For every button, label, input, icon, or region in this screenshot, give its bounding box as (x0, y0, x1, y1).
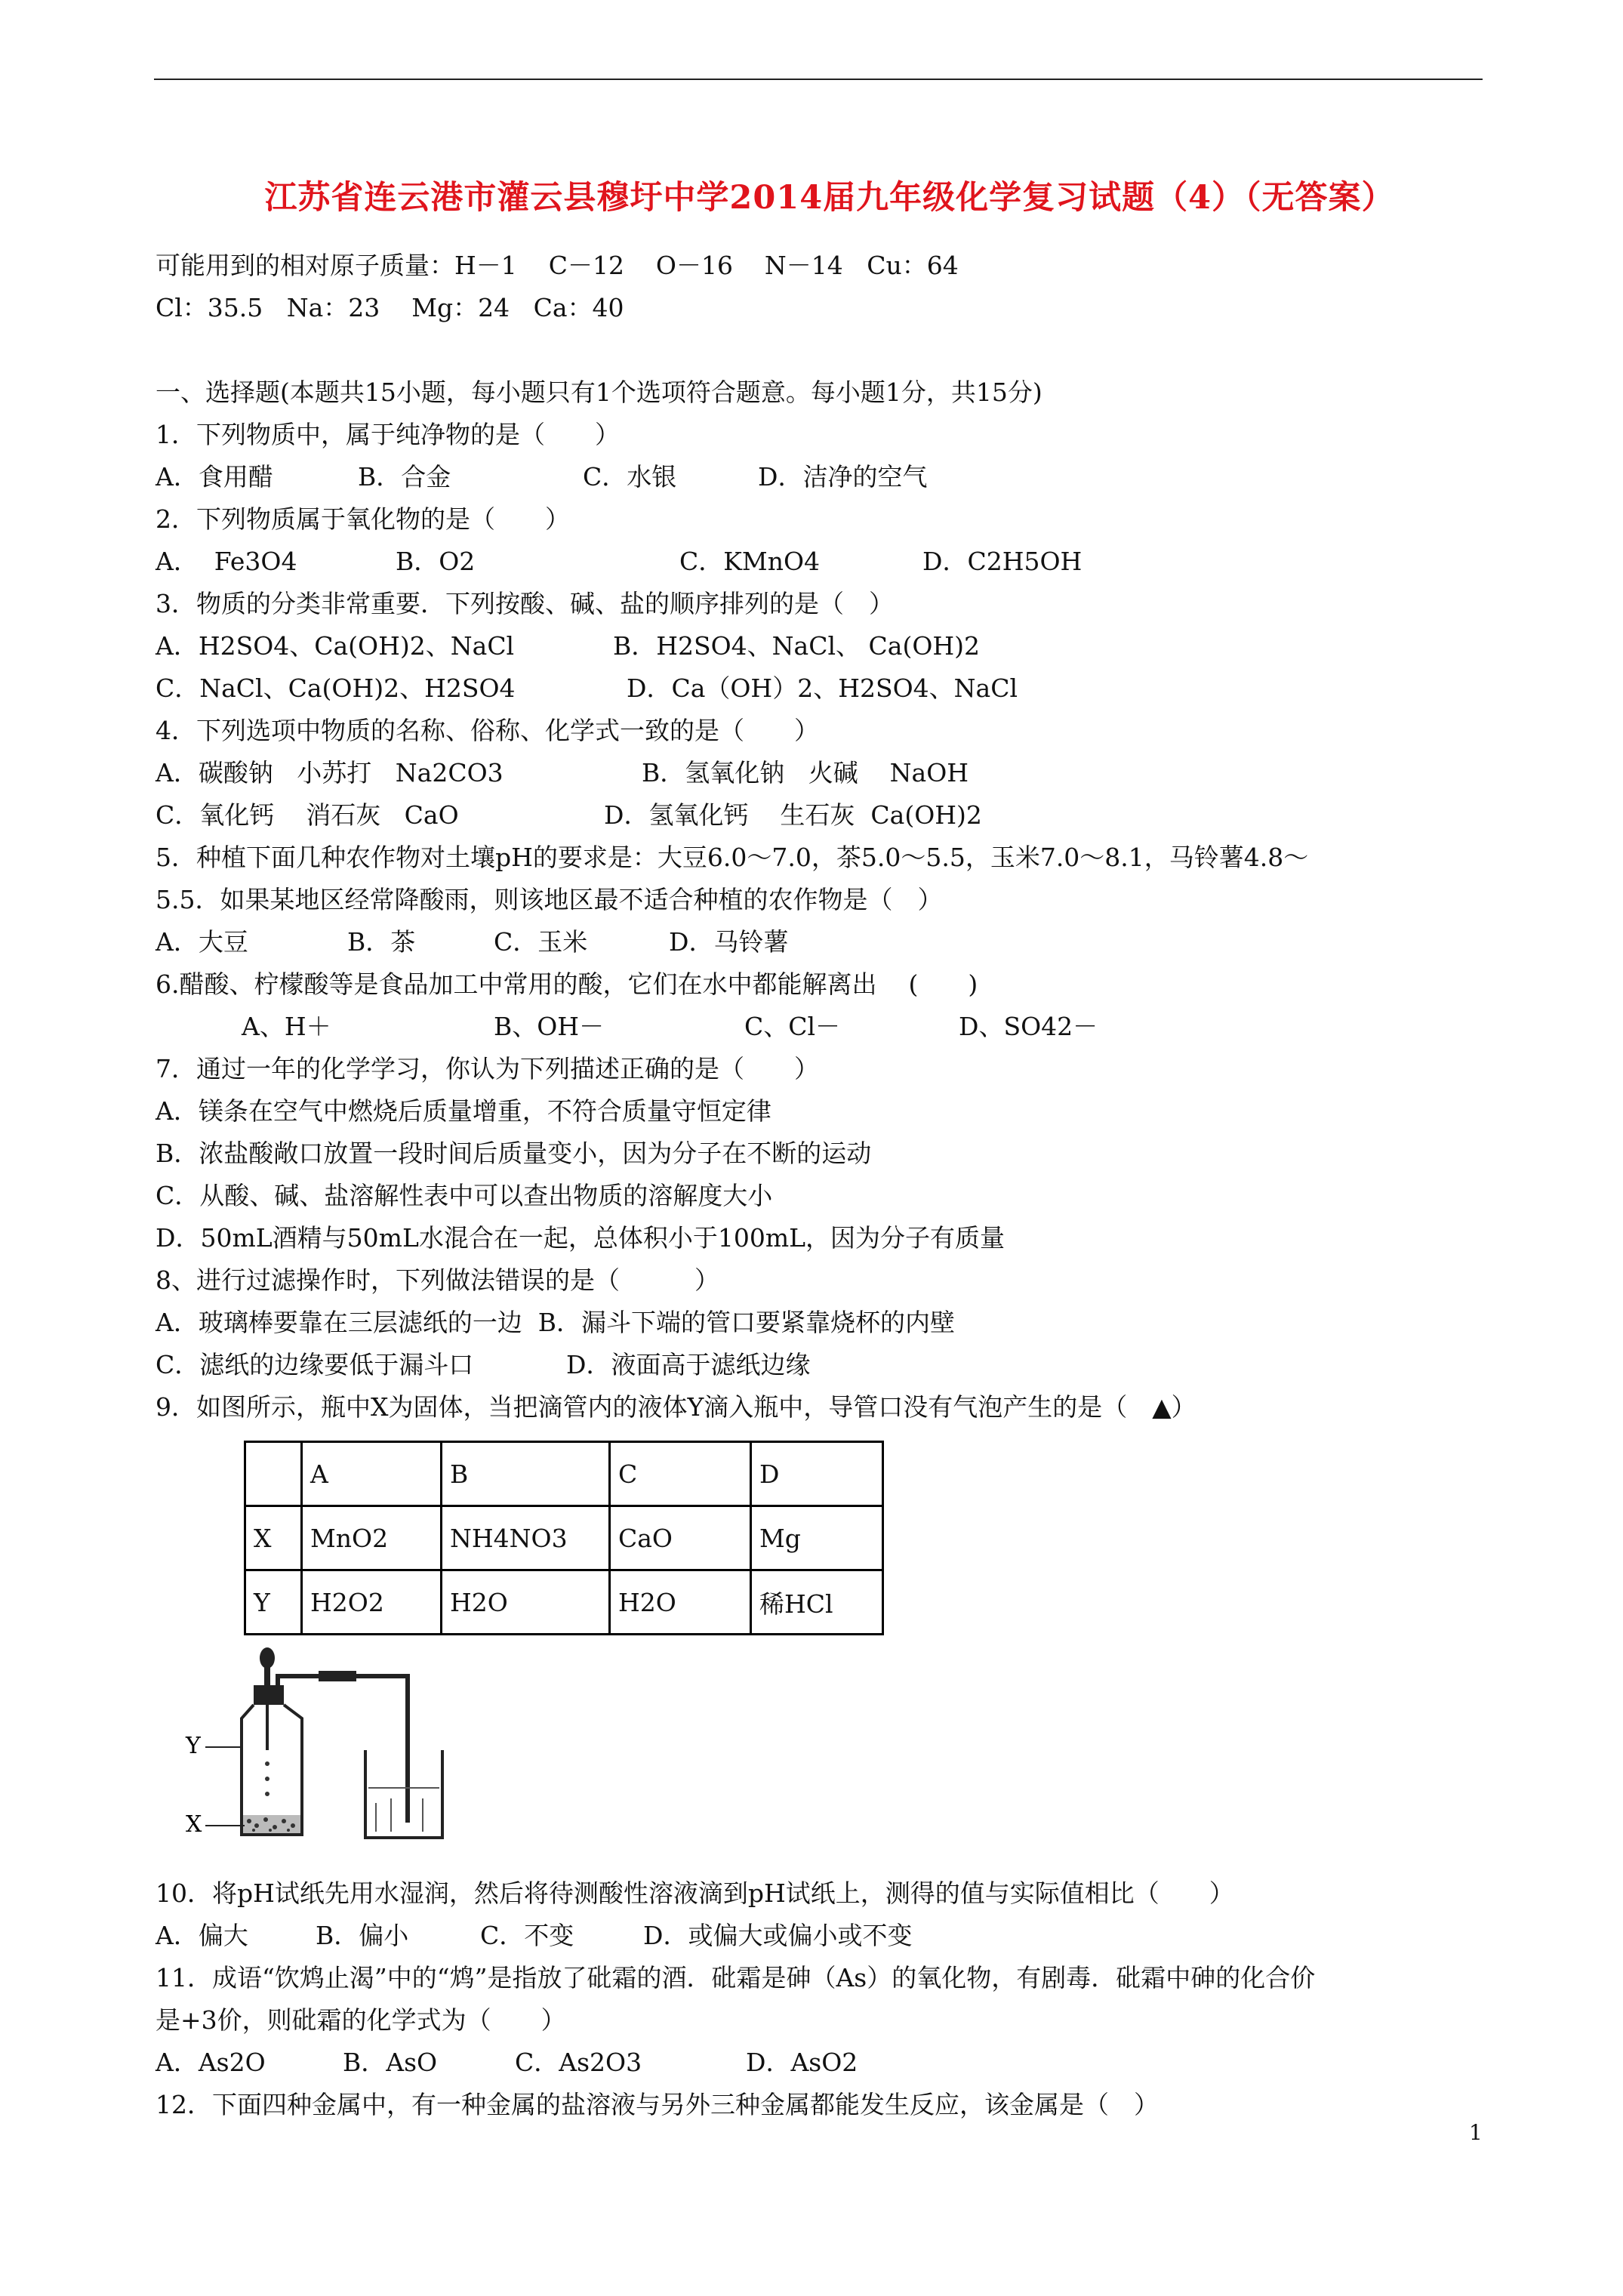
figure-label-y: Y (186, 1733, 201, 1759)
q5-stem-line2: 5.5．如果某地区经常降酸雨，则该地区最不适合种植的农作物是（ ） (156, 885, 943, 914)
header-rule (154, 79, 1483, 80)
q2-option-b: B．O2 (396, 547, 476, 576)
table-row (245, 1506, 883, 1570)
delivery-tube (278, 1676, 408, 1823)
q1-option-b: B．合金 (358, 462, 451, 492)
q10-stem: 10．将pH试纸先用水湿润，然后将待测酸性溶液滴到pH试纸上，测得的值与实际值相比（ ） (156, 1878, 1234, 1908)
q8-option-c: C．滤纸的边缘要低于漏斗口 (156, 1350, 474, 1379)
q6-stem: 6.醋酸、柠檬酸等是食品加工中常用的酸，它们在水中都能解离出 ( ) (156, 969, 978, 999)
q6-option-b: B、OH－ (494, 1012, 605, 1041)
q8-option-d: D．液面高于滤纸边缘 (566, 1350, 811, 1379)
table-cell: H2O (610, 1570, 751, 1635)
q4-option-a: A．碳酸钠 小苏打 Na2CO3 (156, 758, 504, 787)
q3-option-c: C．NaCl、Ca(OH)2、H2SO4 (156, 673, 516, 703)
table-cell (245, 1442, 302, 1506)
q9-table (244, 1441, 884, 1635)
q1-stem: 1．下列物质中，属于纯净物的是（ ） (156, 420, 620, 449)
q11-stem-line1: 11．成语“饮鸩止渴”中的“鸩”是指放了砒霜的酒．砒霜是砷（As）的氧化物，有剧毒．砒霜中砷的化合价 (156, 1963, 1316, 1992)
q8-stem: 8、进行过滤操作时，下列做法错误的是（ ） (156, 1265, 719, 1295)
q4-option-c: C．氧化钙 消石灰 CaO (156, 800, 459, 830)
table-row (245, 1442, 883, 1506)
table-cell: CaO (610, 1506, 751, 1570)
q6-option-d: D、SO42－ (959, 1012, 1098, 1041)
q4-option-b: B．氢氧化钠 火碱 NaOH (642, 758, 969, 787)
q7-option-a: A．镁条在空气中燃烧后质量增重，不符合质量守恒定律 (156, 1096, 771, 1126)
q11-option-b: B．AsO (343, 2048, 438, 2077)
q6-option-a: A、H＋ (242, 1012, 331, 1041)
q5-option-d: D．马铃薯 (669, 927, 789, 957)
q3-option-b: B．H2SO4、NaCl、 Ca(OH)2 (613, 631, 981, 661)
q4-stem: 4．下列选项中物质的名称、俗称、化学式一致的是（ ） (156, 716, 819, 745)
q2-option-c: C．KMnO4 (679, 547, 820, 576)
q10-option-a: A．偏大 (156, 1921, 248, 1950)
q11-option-a: A．As2O (156, 2048, 266, 2077)
figure-label-x: X (186, 1811, 202, 1838)
apparatus-figure (178, 1637, 495, 1848)
q10-option-c: C．不变 (480, 1921, 574, 1950)
table-cell: C (610, 1442, 751, 1506)
table-cell: MnO2 (302, 1506, 442, 1570)
table-cell: 稀HCl (751, 1570, 883, 1635)
section-heading: 一、选择题(本题共15小题，每小题只有1个选项符合题意。每小题1分，共15分) (156, 378, 1042, 407)
q10-option-b: B．偏小 (316, 1921, 409, 1950)
table-cell: NH4NO3 (442, 1506, 610, 1570)
q7-stem: 7．通过一年的化学学习，你认为下列描述正确的是（ ） (156, 1054, 819, 1083)
q7-option-c: C．从酸、碱、盐溶解性表中可以查出物质的溶解度大小 (156, 1181, 773, 1210)
table-cell: Y (245, 1570, 302, 1635)
dropper-bulb (260, 1647, 275, 1669)
q11-stem-line2: 是+3价，则砒霜的化学式为（ ） (156, 2005, 566, 2035)
q12-stem: 12．下面四种金属中，有一种金属的盐溶液与另外三种金属都能发生反应，该金属是（ ） (156, 2090, 1159, 2119)
drop (265, 1761, 269, 1766)
page-number: 1 (1469, 2120, 1483, 2145)
drop (265, 1777, 269, 1781)
q2-stem: 2．下列物质属于氧化物的是（ ） (156, 504, 570, 534)
q2-option-a: A． Fe3O4 (156, 547, 297, 576)
q3-option-a: A．H2SO4、Ca(OH)2、NaCl (156, 631, 515, 661)
dropper-tube (264, 1667, 270, 1687)
q2-option-d: D．C2H5OH (922, 547, 1083, 576)
q1-option-a: A．食用醋 (156, 462, 273, 492)
q5-stem-line1: 5．种植下面几种农作物对土壤pH的要求是：大豆6.0～7.0，茶5.0～5.5，玉米7.0～8.1，马铃薯4.8～ (156, 843, 1309, 872)
table-row (245, 1570, 883, 1635)
drop (265, 1792, 269, 1796)
q10-option-d: D．或偏大或偏小或不变 (643, 1921, 913, 1950)
table-cell: H2O2 (302, 1570, 442, 1635)
q7-option-b: B．浓盐酸敞口放置一段时间后质量变小，因为分子在不断的运动 (156, 1139, 872, 1168)
q4-option-d: D．氢氧化钙 生石灰 Ca(OH)2 (604, 800, 982, 830)
q3-stem: 3．物质的分类非常重要．下列按酸、碱、盐的顺序排列的是（ ） (156, 589, 894, 618)
q11-option-c: C．As2O3 (515, 2048, 642, 2077)
q5-option-c: C．玉米 (494, 927, 588, 957)
table-cell: Mg (751, 1506, 883, 1570)
q6-option-c: C、Cl－ (744, 1012, 841, 1041)
q7-option-d: D．50mL酒精与50mL水混合在一起，总体积小于100mL，因为分子有质量 (156, 1223, 1006, 1253)
q5-option-b: B．茶 (347, 927, 416, 957)
atomic-mass-line-1: 可能用到的相对原子质量：H－1 C－12 O－16 N－14 Cu：64 (156, 251, 959, 280)
q11-option-d: D．AsO2 (746, 2048, 858, 2077)
q5-option-a: A．大豆 (156, 927, 248, 957)
table-cell: H2O (442, 1570, 610, 1635)
atomic-mass-line-2: Cl：35.5 Na：23 Mg：24 Ca：40 (156, 293, 624, 322)
table-cell: A (302, 1442, 442, 1506)
q9-stem: 9．如图所示，瓶中X为固体，当把滴管内的液体Y滴入瓶中，导管口没有气泡产生的是（ ▲） (156, 1392, 1196, 1422)
table-cell: X (245, 1506, 302, 1570)
table-cell: D (751, 1442, 883, 1506)
bottle-stopper (254, 1685, 284, 1705)
beaker (365, 1750, 442, 1838)
q3-option-d: D．Ca（OH）2、H2SO4、NaCl (627, 673, 1018, 703)
q8-options-ab: A．玻璃棒要靠在三层滤纸的一边 B．漏斗下端的管口要紧靠烧杯的内壁 (156, 1308, 956, 1337)
q1-option-c: C．水银 (583, 462, 677, 492)
q1-option-d: D．洁净的空气 (758, 462, 928, 492)
table-cell: B (442, 1442, 610, 1506)
rubber-connector (319, 1671, 356, 1681)
document-title: 江苏省连云港市灌云县穆圩中学2014届九年级化学复习试题（4）（无答案） (264, 179, 1395, 217)
